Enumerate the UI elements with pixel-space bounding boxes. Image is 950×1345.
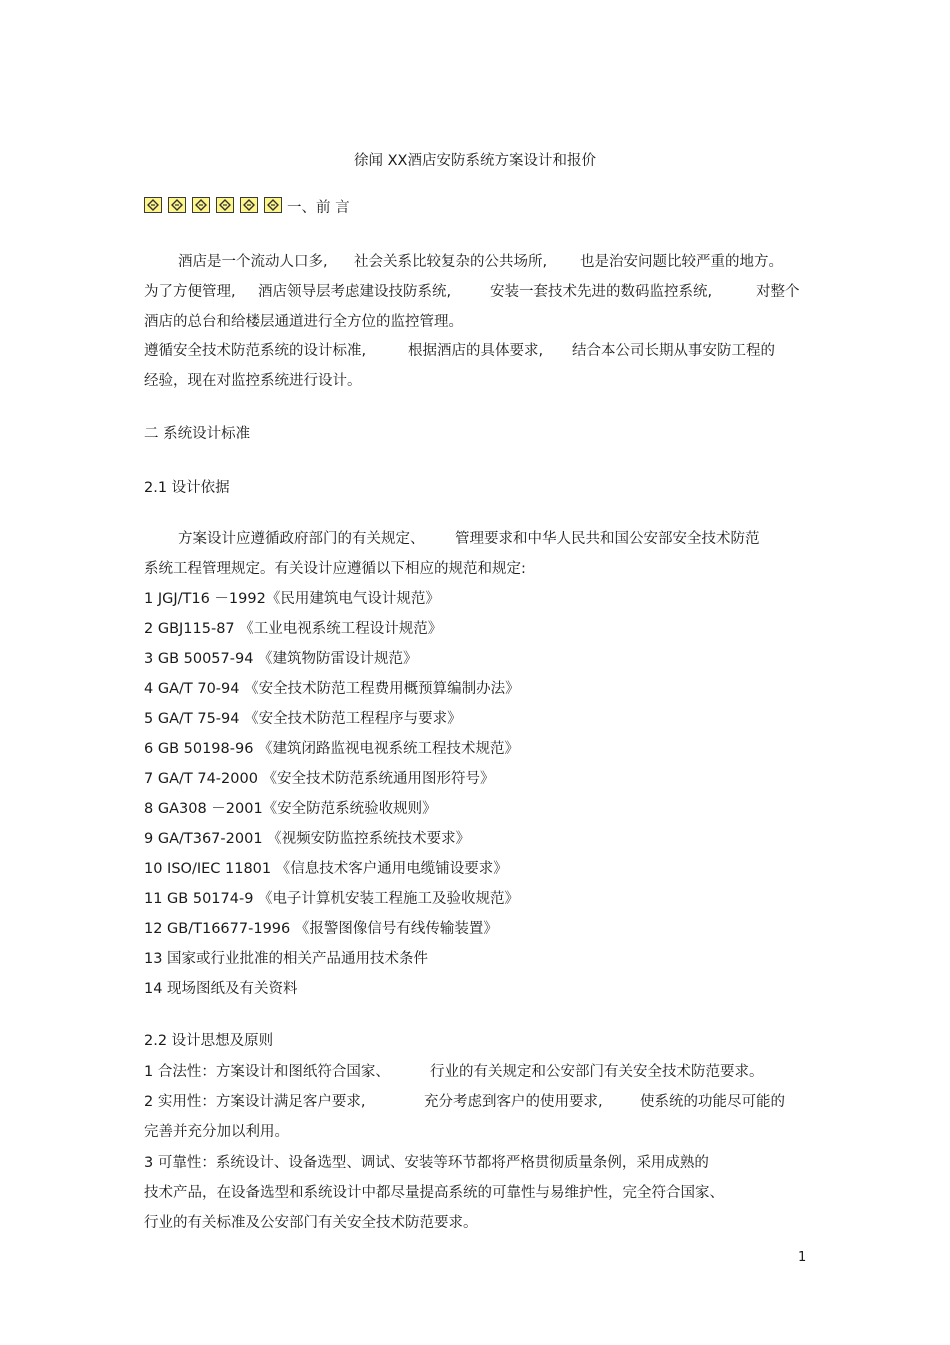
list-item: 11 GB 50174-9 《电子计算机安装工程施工及验收规范》 — [144, 891, 520, 907]
list-item: 5 GA/T 75-94 《安全技术防范工程程序与要求》 — [144, 711, 462, 727]
text-run: 酒店领导层考虑建设技防系统, — [258, 284, 452, 300]
paragraph-line: 技术产品，在设备选型和系统设计中都尽量提高系统的可靠性与易维护性，完全符合国家、 — [144, 1185, 724, 1201]
paragraph-line: 行业的有关标准及公安部门有关安全技术防范要求。 — [144, 1215, 478, 1231]
diamond-icon — [144, 197, 162, 213]
diamond-icon — [168, 197, 186, 213]
text-run: 1 合法性：方案设计和图纸符合国家、 — [144, 1064, 390, 1080]
text-run: 社会关系比较复杂的公共场所, — [354, 254, 548, 270]
text-run: 结合本公司长期从事安防工程的 — [572, 343, 775, 359]
paragraph-line: 完善并充分加以利用。 — [144, 1124, 289, 1140]
diamond-icon — [264, 197, 282, 213]
text-run: 为了方便管理, — [144, 284, 236, 300]
list-item: 14 现场图纸及有关资料 — [144, 981, 298, 997]
paragraph-line — [178, 252, 328, 272]
paragraph-line: 系统工程管理规定。有关设计应遵循以下相应的规范和规定: — [144, 561, 526, 577]
list-item: 10 ISO/IEC 11801 《信息技术客户通用电缆铺设要求》 — [144, 861, 508, 877]
text-run: 根据酒店的具体要求, — [408, 343, 544, 359]
text-run: 遵循安全技术防范系统的设计标准, — [144, 343, 367, 359]
text-run: 2 实用性：方案设计满足客户要求, — [144, 1094, 366, 1110]
list-item: 9 GA/T367-2001 《视频安防监控系统技术要求》 — [144, 831, 471, 847]
paragraph-line: 酒店的总台和给楼层通道进行全方位的监控管理。 — [144, 314, 463, 330]
diamond-icon — [240, 197, 258, 213]
list-item: 13 国家或行业批准的相关产品通用技术条件 — [144, 951, 429, 967]
text-run: 安装一套技术先进的数码监控系统, — [490, 284, 713, 300]
page-number: 1 — [798, 1250, 807, 1265]
section-heading-standards: 二 系统设计标准 — [144, 426, 251, 442]
paragraph-line: 经验，现在对监控系统进行设计。 — [144, 373, 362, 389]
list-item: 2 GBJ115-87 《工业电视系统工程设计规范》 — [144, 621, 443, 637]
list-item: 7 GA/T 74-2000 《安全技术防范系统通用图形符号》 — [144, 771, 495, 787]
diamond-icon — [216, 197, 234, 213]
text-run: 对整个 — [756, 284, 800, 300]
text-run: 行业的有关规定和公安部门有关安全技术防范要求。 — [430, 1064, 764, 1080]
text-run: 使系统的功能尽可能的 — [640, 1094, 785, 1110]
text-run: 管理要求和中华人民共和国公安部安全技术防范 — [455, 531, 760, 547]
icon-strip — [144, 197, 282, 213]
list-item: 3 GB 50057-94 《建筑物防雷设计规范》 — [144, 651, 418, 667]
text-run: 也是治安问题比较严重的地方。 — [580, 254, 783, 270]
list-item: 6 GB 50198-96 《建筑闭路监视电视系统工程技术规范》 — [144, 741, 520, 757]
list-item: 1 JGJ/T16 －1992《民用建筑电气设计规范》 — [144, 591, 440, 607]
diamond-icon — [192, 197, 210, 213]
text-run: 方案设计应遵循政府部门的有关规定、 — [178, 531, 425, 547]
section-heading-principles: 2.2 设计思想及原则 — [144, 1033, 274, 1049]
list-item: 4 GA/T 70-94 《安全技术防范工程费用概预算编制办法》 — [144, 681, 520, 697]
section-heading-basis: 2.1 设计依据 — [144, 480, 230, 496]
list-item: 8 GA308 －2001《安全防范系统验收规则》 — [144, 801, 437, 817]
page-title: 徐闻 XX酒店安防系统方案设计和报价 — [354, 153, 596, 169]
paragraph-line: 3 可靠性：系统设计、设备选型、调试、安装等环节都将严格贯彻质量条例，采用成熟的 — [144, 1155, 709, 1171]
text-run: 酒店是一个流动人口多, — [178, 254, 328, 270]
text-run: 充分考虑到客户的使用要求, — [424, 1094, 603, 1110]
list-item: 12 GB/T16677-1996 《报警图像信号有线传输装置》 — [144, 921, 498, 937]
section-heading-preface: 一、前 言 — [287, 200, 350, 216]
